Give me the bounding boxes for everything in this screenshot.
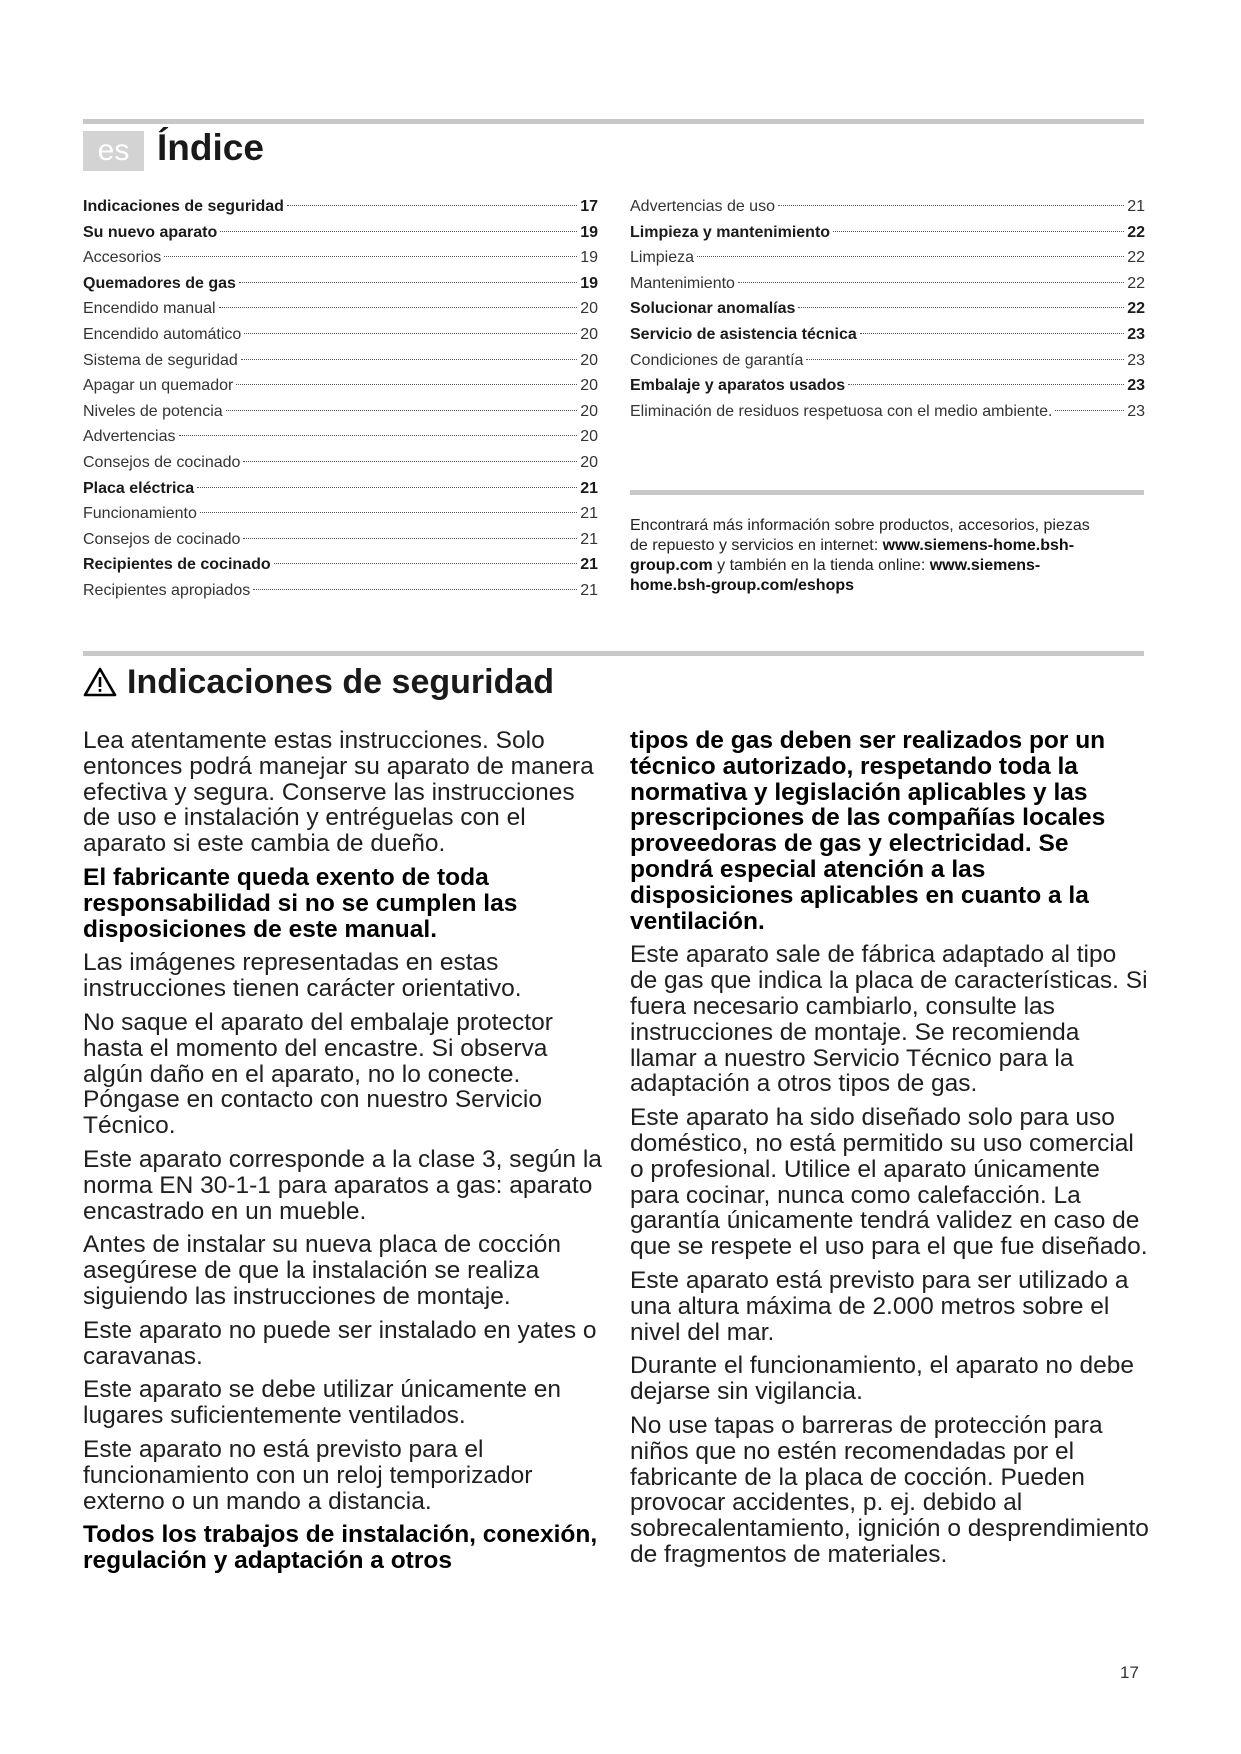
toc-leader-dots bbox=[253, 589, 577, 590]
info-text-1: Encontrará más información sobre productos, accesorios, piezas de repuesto y servicios en internet: bbox=[630, 517, 1090, 554]
toc-entry-label: Consejos de cocinado bbox=[83, 453, 241, 471]
toc-leader-dots bbox=[1055, 410, 1124, 411]
toc-entry-page: 21 bbox=[580, 530, 598, 548]
toc-entry[interactable] bbox=[83, 245, 598, 271]
toc-leader-dots bbox=[244, 333, 577, 334]
safety-warning-paragraph: Todos los trabajos de instalación, conexión, regulación y adaptación a otros bbox=[83, 1521, 598, 1575]
toc-entry[interactable] bbox=[83, 527, 598, 553]
toc-entry-label: Mantenimiento bbox=[630, 274, 735, 292]
toc-entry-page: 19 bbox=[580, 274, 598, 292]
toc-entry[interactable] bbox=[630, 399, 1145, 425]
toc-leader-dots bbox=[164, 256, 577, 257]
info-text-2: y también en la tienda online: bbox=[712, 557, 930, 574]
eshop-link[interactable]: www.siemens-home.bsh-group.com/eshops bbox=[630, 557, 1041, 594]
toc-entry-label: Solucionar anomalías bbox=[630, 300, 796, 318]
safety-left-column bbox=[83, 728, 608, 1582]
toc-entry[interactable] bbox=[83, 450, 598, 476]
safety-paragraph: Lea atentamente estas instrucciones. Solo entonces podrá manejar su aparato de manera efectiva y segura. Conserve las instrucciones de uso e instalación y entréguelas con el aparato si este cambia de dueño. bbox=[83, 727, 594, 858]
toc-entry-label: Quemadores de gas bbox=[83, 274, 236, 292]
toc-entry-page: 21 bbox=[580, 556, 598, 574]
toc-entry-label: Recipientes apropiados bbox=[83, 581, 251, 599]
toc-entry-page: 21 bbox=[1127, 198, 1145, 215]
toc-leader-dots bbox=[200, 512, 577, 513]
toc-entry-label: Advertencias de uso bbox=[630, 198, 775, 215]
toc-entry[interactable] bbox=[83, 322, 598, 348]
toc-leader-dots bbox=[738, 282, 1124, 283]
toc-entry-label: Sistema de seguridad bbox=[83, 351, 238, 369]
toc-entry-page: 20 bbox=[580, 428, 598, 446]
toc-entry-label: Indicaciones de seguridad bbox=[83, 198, 284, 215]
safety-paragraph: Este aparato corresponde a la clase 3, según la norma EN 30-1-1 para aparatos a gas: aparato encastrado en un mueble. bbox=[83, 1145, 602, 1225]
website-link[interactable]: www.siemens-home.bsh-group.com bbox=[630, 537, 1075, 574]
toc-entry-page: 20 bbox=[580, 453, 598, 471]
toc-entry[interactable] bbox=[630, 322, 1145, 348]
toc-entry-label: Embalaje y aparatos usados bbox=[630, 377, 846, 395]
toc-leader-dots bbox=[778, 205, 1124, 206]
toc-entry-page: 23 bbox=[1127, 402, 1145, 420]
toc-entry-page: 17 bbox=[580, 198, 598, 215]
toc-entry[interactable] bbox=[630, 245, 1145, 271]
toc-entry-label: Limpieza y mantenimiento bbox=[630, 223, 831, 241]
toc-entry[interactable] bbox=[83, 476, 598, 502]
toc-leader-dots bbox=[197, 487, 577, 488]
safety-heading bbox=[83, 660, 554, 704]
toc-left-column bbox=[83, 194, 598, 604]
index-title: Índice bbox=[157, 127, 264, 168]
toc-leader-dots bbox=[226, 410, 578, 411]
toc-entry-label: Eliminación de residuos respetuosa con el medio ambiente. bbox=[630, 402, 1053, 420]
safety-paragraph: Antes de instalar su nueva placa de cocción asegúrese de que la instalación se realiza siguiendo las instrucciones de montaje. bbox=[83, 1231, 562, 1310]
toc-entry[interactable] bbox=[83, 552, 598, 578]
toc-entry-label: Consejos de cocinado bbox=[83, 530, 241, 548]
safety-paragraph: Las imágenes representadas en estas instrucciones tienen carácter orientativo. bbox=[83, 949, 522, 1003]
toc-entry-label: Encendido automático bbox=[83, 325, 242, 343]
toc-entry[interactable] bbox=[83, 194, 598, 220]
safety-paragraph: Este aparato no puede ser instalado en yates o caravanas. bbox=[83, 1316, 597, 1370]
toc-entry[interactable] bbox=[83, 220, 598, 246]
toc-entry-label: Encendido manual bbox=[83, 300, 216, 318]
toc-entry-page: 20 bbox=[580, 300, 598, 318]
page-number: 17 bbox=[1120, 1663, 1139, 1682]
toc-leader-dots bbox=[833, 231, 1124, 232]
toc-entry-label: Niveles de potencia bbox=[83, 402, 223, 420]
language-badge: es bbox=[83, 131, 144, 171]
warning-triangle-icon bbox=[83, 666, 117, 698]
toc-leader-dots bbox=[287, 205, 577, 206]
toc-entry[interactable] bbox=[83, 373, 598, 399]
toc-entry-page: 23 bbox=[1127, 377, 1145, 395]
toc-right-column bbox=[630, 194, 1145, 424]
toc-entry[interactable] bbox=[630, 194, 1145, 220]
toc-entry[interactable] bbox=[83, 271, 598, 297]
toc-entry-label: Accesorios bbox=[83, 249, 162, 267]
toc-leader-dots bbox=[236, 384, 577, 385]
toc-entry-label: Limpieza bbox=[630, 249, 695, 267]
toc-leader-dots bbox=[243, 538, 577, 539]
toc-leader-dots bbox=[220, 231, 577, 232]
safety-paragraph: Durante el funcionamiento, el aparato no debe dejarse sin vigilancia. bbox=[630, 1352, 1134, 1406]
toc-leader-dots bbox=[243, 461, 577, 462]
safety-paragraph: Este aparato se debe utilizar únicamente en lugares suficientemente ventilados. bbox=[83, 1376, 562, 1430]
toc-entry[interactable] bbox=[83, 578, 598, 604]
safety-warning-paragraph: tipos de gas deben ser realizados por un técnico autorizado, respetando toda la normativa y legislación aplicables y las prescripciones de las compañías locales proveedoras de gas y electricidad. Se pondrá especial atención a las disposiciones aplicables en cuanto a la ventilación. bbox=[630, 727, 1106, 935]
toc-entry-page: 20 bbox=[580, 402, 598, 420]
toc-entry[interactable] bbox=[630, 348, 1145, 374]
toc-leader-dots bbox=[274, 563, 578, 564]
safety-paragraph: Este aparato está previsto para ser utilizado a una altura máxima de 2.000 metros sobre el nivel del mar. bbox=[630, 1266, 1129, 1346]
toc-leader-dots bbox=[798, 307, 1124, 308]
toc-entry[interactable] bbox=[83, 296, 598, 322]
toc-entry-label: Funcionamiento bbox=[83, 505, 197, 523]
info-rule bbox=[630, 490, 1144, 495]
safety-paragraph: Este aparato ha sido diseñado solo para uso doméstico, no está permitido su uso comercial o profesional. Utilice el aparato únicamente para cocinar, nunca como calefacción. La garantía únicamente tendrá validez en caso de que se respete el uso para el que fue diseñado. bbox=[630, 1104, 1148, 1261]
toc-entry-page: 21 bbox=[580, 505, 598, 523]
toc-entry-label: Su nuevo aparato bbox=[83, 223, 218, 241]
toc-entry[interactable] bbox=[83, 348, 598, 374]
toc-entry-page: 22 bbox=[1127, 223, 1145, 241]
toc-entry-page: 19 bbox=[580, 223, 598, 241]
toc-entry-label: Condiciones de garantía bbox=[630, 351, 804, 369]
toc-entry-page: 23 bbox=[1127, 351, 1145, 369]
toc-leader-dots bbox=[179, 435, 578, 436]
toc-entry[interactable] bbox=[630, 296, 1145, 322]
safety-heading-text: Indicaciones de seguridad bbox=[127, 663, 555, 701]
toc-entry[interactable] bbox=[83, 501, 598, 527]
toc-entry-page: 22 bbox=[1127, 300, 1145, 318]
safety-rule bbox=[83, 651, 1144, 656]
toc-entry[interactable] bbox=[630, 373, 1145, 399]
toc-entry-page: 20 bbox=[580, 325, 598, 343]
toc-entry[interactable] bbox=[83, 399, 598, 425]
toc-entry-label: Servicio de asistencia técnica bbox=[630, 325, 857, 343]
toc-leader-dots bbox=[239, 282, 577, 283]
safety-paragraph: Este aparato sale de fábrica adaptado al tipo de gas que indica la placa de características. Si fuera necesario cambiarlo, consulte las instrucciones de montaje. Se recomienda llamar a nuestro Servicio Técnico para la adaptación a otros tipos de gas. bbox=[630, 941, 1148, 1098]
toc-entry-label: Placa eléctrica bbox=[83, 479, 195, 497]
toc-entry-page: 22 bbox=[1127, 249, 1145, 267]
toc-entry[interactable] bbox=[83, 424, 598, 450]
toc-leader-dots bbox=[848, 384, 1124, 385]
toc-entry-page: 20 bbox=[580, 351, 598, 369]
toc-leader-dots bbox=[219, 307, 578, 308]
toc-entry-page: 23 bbox=[1127, 325, 1145, 343]
toc-leader-dots bbox=[806, 359, 1124, 360]
safety-warning-paragraph: El fabricante queda exento de toda responsabilidad si no se cumplen las disposiciones de este manual. bbox=[83, 863, 518, 943]
toc-entry[interactable] bbox=[630, 271, 1145, 297]
safety-paragraph: No saque el aparato del embalaje protector hasta el momento del encastre. Si observa algún daño en el aparato, no lo conecte. Póngase en contacto con nuestro Servicio Técnico. bbox=[83, 1008, 553, 1140]
safety-paragraph: No use tapas o barreras de protección para niños que no estén recomendadas por el fabricante de la placa de cocción. Pueden provocar accidentes, p. ej. debido al sobrecalentamiento, ignición o desprendimiento de fragmentos de materiales. bbox=[630, 1411, 1149, 1568]
info-note bbox=[630, 516, 1100, 596]
toc-entry-label: Advertencias bbox=[83, 428, 176, 446]
toc-entry-page: 21 bbox=[580, 479, 598, 497]
toc-entry-page: 21 bbox=[580, 581, 598, 599]
toc-entry-page: 20 bbox=[580, 377, 598, 395]
toc-entry[interactable] bbox=[630, 220, 1145, 246]
safety-right-column bbox=[630, 728, 1150, 1576]
toc-entry-label: Apagar un quemador bbox=[83, 377, 234, 395]
toc-entry-page: 19 bbox=[580, 249, 598, 267]
toc-leader-dots bbox=[697, 256, 1124, 257]
toc-entry-page: 22 bbox=[1127, 274, 1145, 292]
toc-leader-dots bbox=[860, 333, 1124, 334]
toc-leader-dots bbox=[241, 359, 577, 360]
safety-paragraph: Este aparato no está previsto para el funcionamiento con un reloj temporizador externo o un mando a distancia. bbox=[83, 1435, 533, 1515]
toc-entry-label: Recipientes de cocinado bbox=[83, 556, 271, 574]
